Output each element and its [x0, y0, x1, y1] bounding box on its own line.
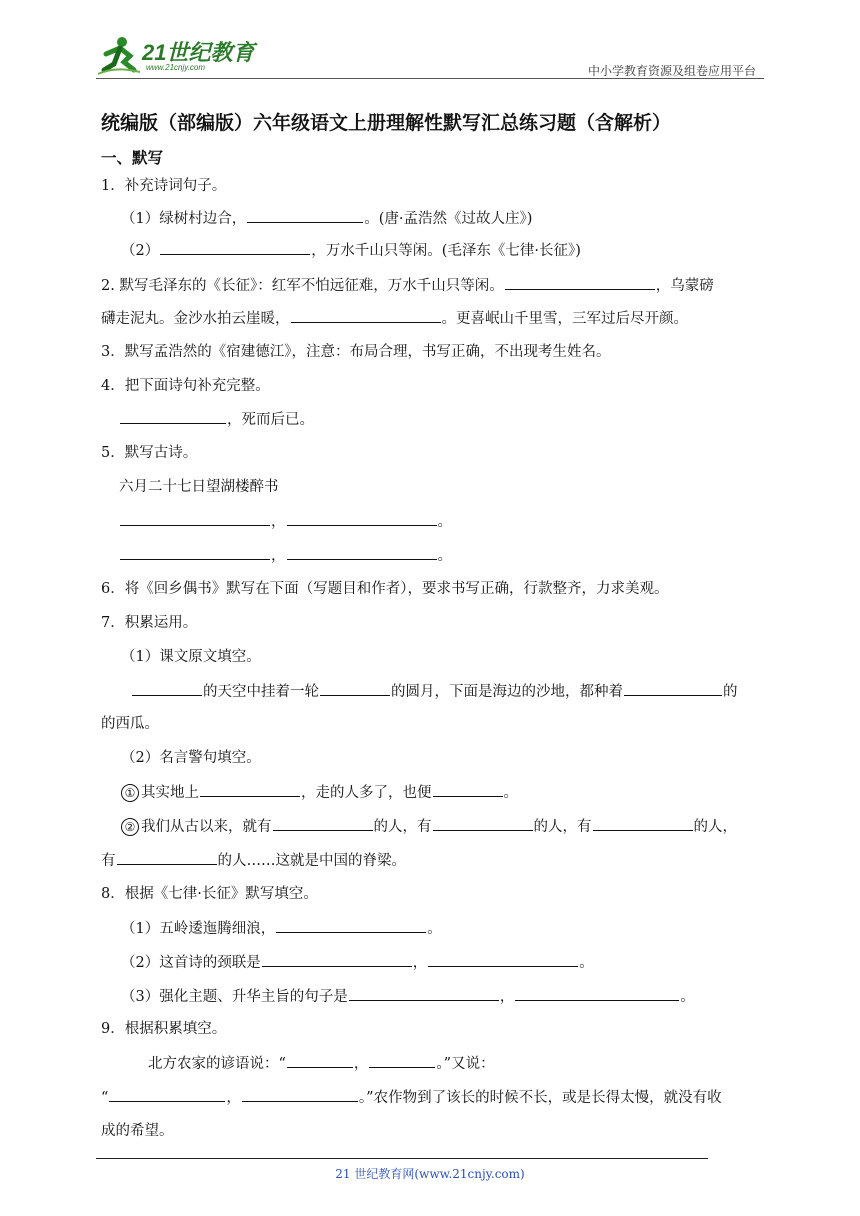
q7-text: 的天空中挂着一轮: [203, 684, 319, 700]
answer-blank[interactable]: [242, 1087, 358, 1102]
logo-url: www.21cnjy.com: [146, 63, 205, 72]
question-6: 6．将《回乡偶书》默写在下面（写题目和作者），要求书写正确，行款整齐，力求美观。: [101, 581, 669, 597]
quote-text: 的人……这就是中国的脊梁。: [217, 853, 406, 869]
q1b-label: （2）: [121, 243, 160, 259]
q2-text: 2. 默写毛泽东的《长征》：红军不怕远征难，万水千山只等闲。: [101, 278, 504, 294]
quote-text: 我们从古以来，就有: [141, 819, 272, 835]
period: 。: [437, 548, 452, 564]
q2-text: ，乌蒙磅: [655, 278, 714, 294]
question-9-line-2: [101, 1087, 722, 1108]
q8-text: ，: [499, 989, 515, 1005]
question-1-part-1: [121, 208, 532, 229]
q9-text: 。”农作物到了该长的时候不长，或是长得太慢，就没有收: [358, 1090, 722, 1106]
q1a-text: （1）绿树村边合，: [121, 211, 247, 227]
answer-blank[interactable]: [120, 511, 270, 526]
answer-blank[interactable]: [276, 918, 426, 933]
question-1-stem: 1．补充诗词句子。: [101, 178, 227, 194]
answer-blank[interactable]: [320, 681, 390, 696]
q9-text: 。”又说：: [436, 1056, 495, 1072]
logo: [96, 34, 266, 76]
comma: ，: [271, 514, 286, 530]
question-8-part-3: [121, 986, 695, 1007]
question-2-line-2: [101, 308, 688, 329]
answer-blank[interactable]: [433, 816, 533, 831]
quote-2-line-2: [101, 850, 406, 871]
question-1-part-2: [121, 240, 581, 261]
header-divider: [96, 78, 764, 79]
q8-text: 。: [680, 989, 695, 1005]
question-5-stem: 5．默写古诗。: [101, 445, 198, 461]
question-7-sub-2: （2）名言警句填空。: [121, 750, 261, 766]
answer-blank[interactable]: [120, 545, 270, 560]
footer-text: 21 世纪教育网(www.21cnjy.com): [335, 1167, 525, 1181]
question-9-line-1: [148, 1053, 495, 1074]
q8-text: ，: [412, 955, 428, 971]
answer-blank[interactable]: [287, 545, 437, 560]
answer-blank[interactable]: [120, 409, 226, 424]
q8-text: （1）五岭逶迤腾细浪，: [121, 921, 276, 937]
answer-blank[interactable]: [200, 782, 300, 797]
q8-text: 。: [427, 921, 442, 937]
q8-text: 。: [579, 955, 594, 971]
question-7-fill-line: [131, 681, 738, 702]
quote-1: [121, 782, 518, 803]
runner-logo-icon: [96, 34, 142, 76]
logo-text: 21世纪教育: [142, 40, 255, 65]
question-4-stem: 4．把下面诗句补充完整。: [101, 378, 270, 394]
question-7-sub-1: （1）课文原文填空。: [121, 649, 261, 665]
q7-text: 的: [723, 684, 738, 700]
answer-blank[interactable]: [132, 681, 202, 696]
q9-text: ，: [353, 1056, 369, 1072]
answer-blank[interactable]: [505, 275, 655, 290]
answer-blank[interactable]: [117, 850, 217, 865]
answer-blank[interactable]: [160, 240, 310, 255]
answer-blank[interactable]: [515, 986, 679, 1001]
q2-text: 礴走泥丸。金沙水拍云崖暖，: [101, 311, 290, 327]
platform-name: 中小学教育资源及组卷应用平台: [587, 64, 756, 78]
answer-blank[interactable]: [247, 208, 363, 223]
answer-blank[interactable]: [624, 681, 722, 696]
poem-title: 六月二十七日望湖楼醉书: [119, 479, 279, 495]
q9-text: “: [101, 1090, 109, 1106]
footer-divider: [96, 1158, 708, 1159]
answer-blank[interactable]: [109, 1087, 225, 1102]
quote-2-line-1: [121, 816, 737, 837]
question-7-fill-line-2: 的西瓜。: [101, 716, 159, 732]
question-9-line-3: 成的希望。: [101, 1123, 174, 1139]
q4-text: ，死而后已。: [227, 412, 314, 428]
answer-blank[interactable]: [433, 782, 503, 797]
answer-blank[interactable]: [593, 816, 693, 831]
answer-blank[interactable]: [287, 511, 437, 526]
page-title: 统编版（部编版）六年级语文上册理解性默写汇总练习题（含解析）: [101, 112, 672, 134]
quote-text: 的人，: [693, 819, 737, 835]
question-9-stem: 9．根据积累填空。: [101, 1021, 227, 1037]
circled-number: ②: [121, 818, 139, 836]
poem-line-1: [119, 511, 452, 532]
quote-text: ，走的人多了，也便: [301, 785, 432, 801]
q1a-source: 。(唐·孟浩然《过故人庄》): [364, 211, 533, 227]
answer-blank[interactable]: [273, 816, 373, 831]
answer-blank[interactable]: [287, 1053, 353, 1068]
answer-blank[interactable]: [428, 952, 578, 967]
q9-text: ，: [226, 1090, 241, 1106]
question-4-line: [119, 409, 314, 430]
quote-text: 的人，有: [373, 819, 432, 835]
answer-blank[interactable]: [349, 986, 499, 1001]
question-7-stem: 7．积累运用。: [101, 615, 198, 631]
q2-text: 。更喜岷山千里雪，三军过后尽开颜。: [441, 311, 688, 327]
comma: ，: [271, 548, 286, 564]
question-8-part-1: [121, 918, 442, 939]
period: 。: [437, 514, 452, 530]
poem-line-2: [119, 545, 452, 566]
section-heading: 一、默写: [101, 149, 164, 167]
q8-text: （3）强化主题、升华主旨的句子是: [121, 989, 348, 1005]
page-header: [96, 30, 764, 80]
quote-text: 的人，有: [533, 819, 592, 835]
q9-text: 北方农家的谚语说：“: [148, 1056, 286, 1072]
question-8-stem: 8．根据《七律·长征》默写填空。: [101, 886, 318, 902]
q8-text: （2）这首诗的颈联是: [121, 955, 261, 971]
question-2-line-1: [101, 275, 714, 296]
q7-text: 的圆月，下面是海边的沙地，都种着: [391, 684, 623, 700]
answer-blank[interactable]: [262, 952, 412, 967]
question-8-part-2: [121, 952, 594, 973]
answer-blank[interactable]: [291, 308, 441, 323]
circled-number: ①: [121, 784, 139, 802]
quote-text: 有: [101, 853, 116, 869]
quote-text: 。: [503, 785, 518, 801]
q1b-text: ，万水千山只等闲。(毛泽东《七律·长征》): [311, 243, 581, 259]
question-3: 3．默写孟浩然的《宿建德江》，注意：布局合理，书写正确，不出现考生姓名。: [101, 344, 611, 360]
answer-blank[interactable]: [369, 1053, 435, 1068]
quote-text: 其实地上: [141, 785, 199, 801]
